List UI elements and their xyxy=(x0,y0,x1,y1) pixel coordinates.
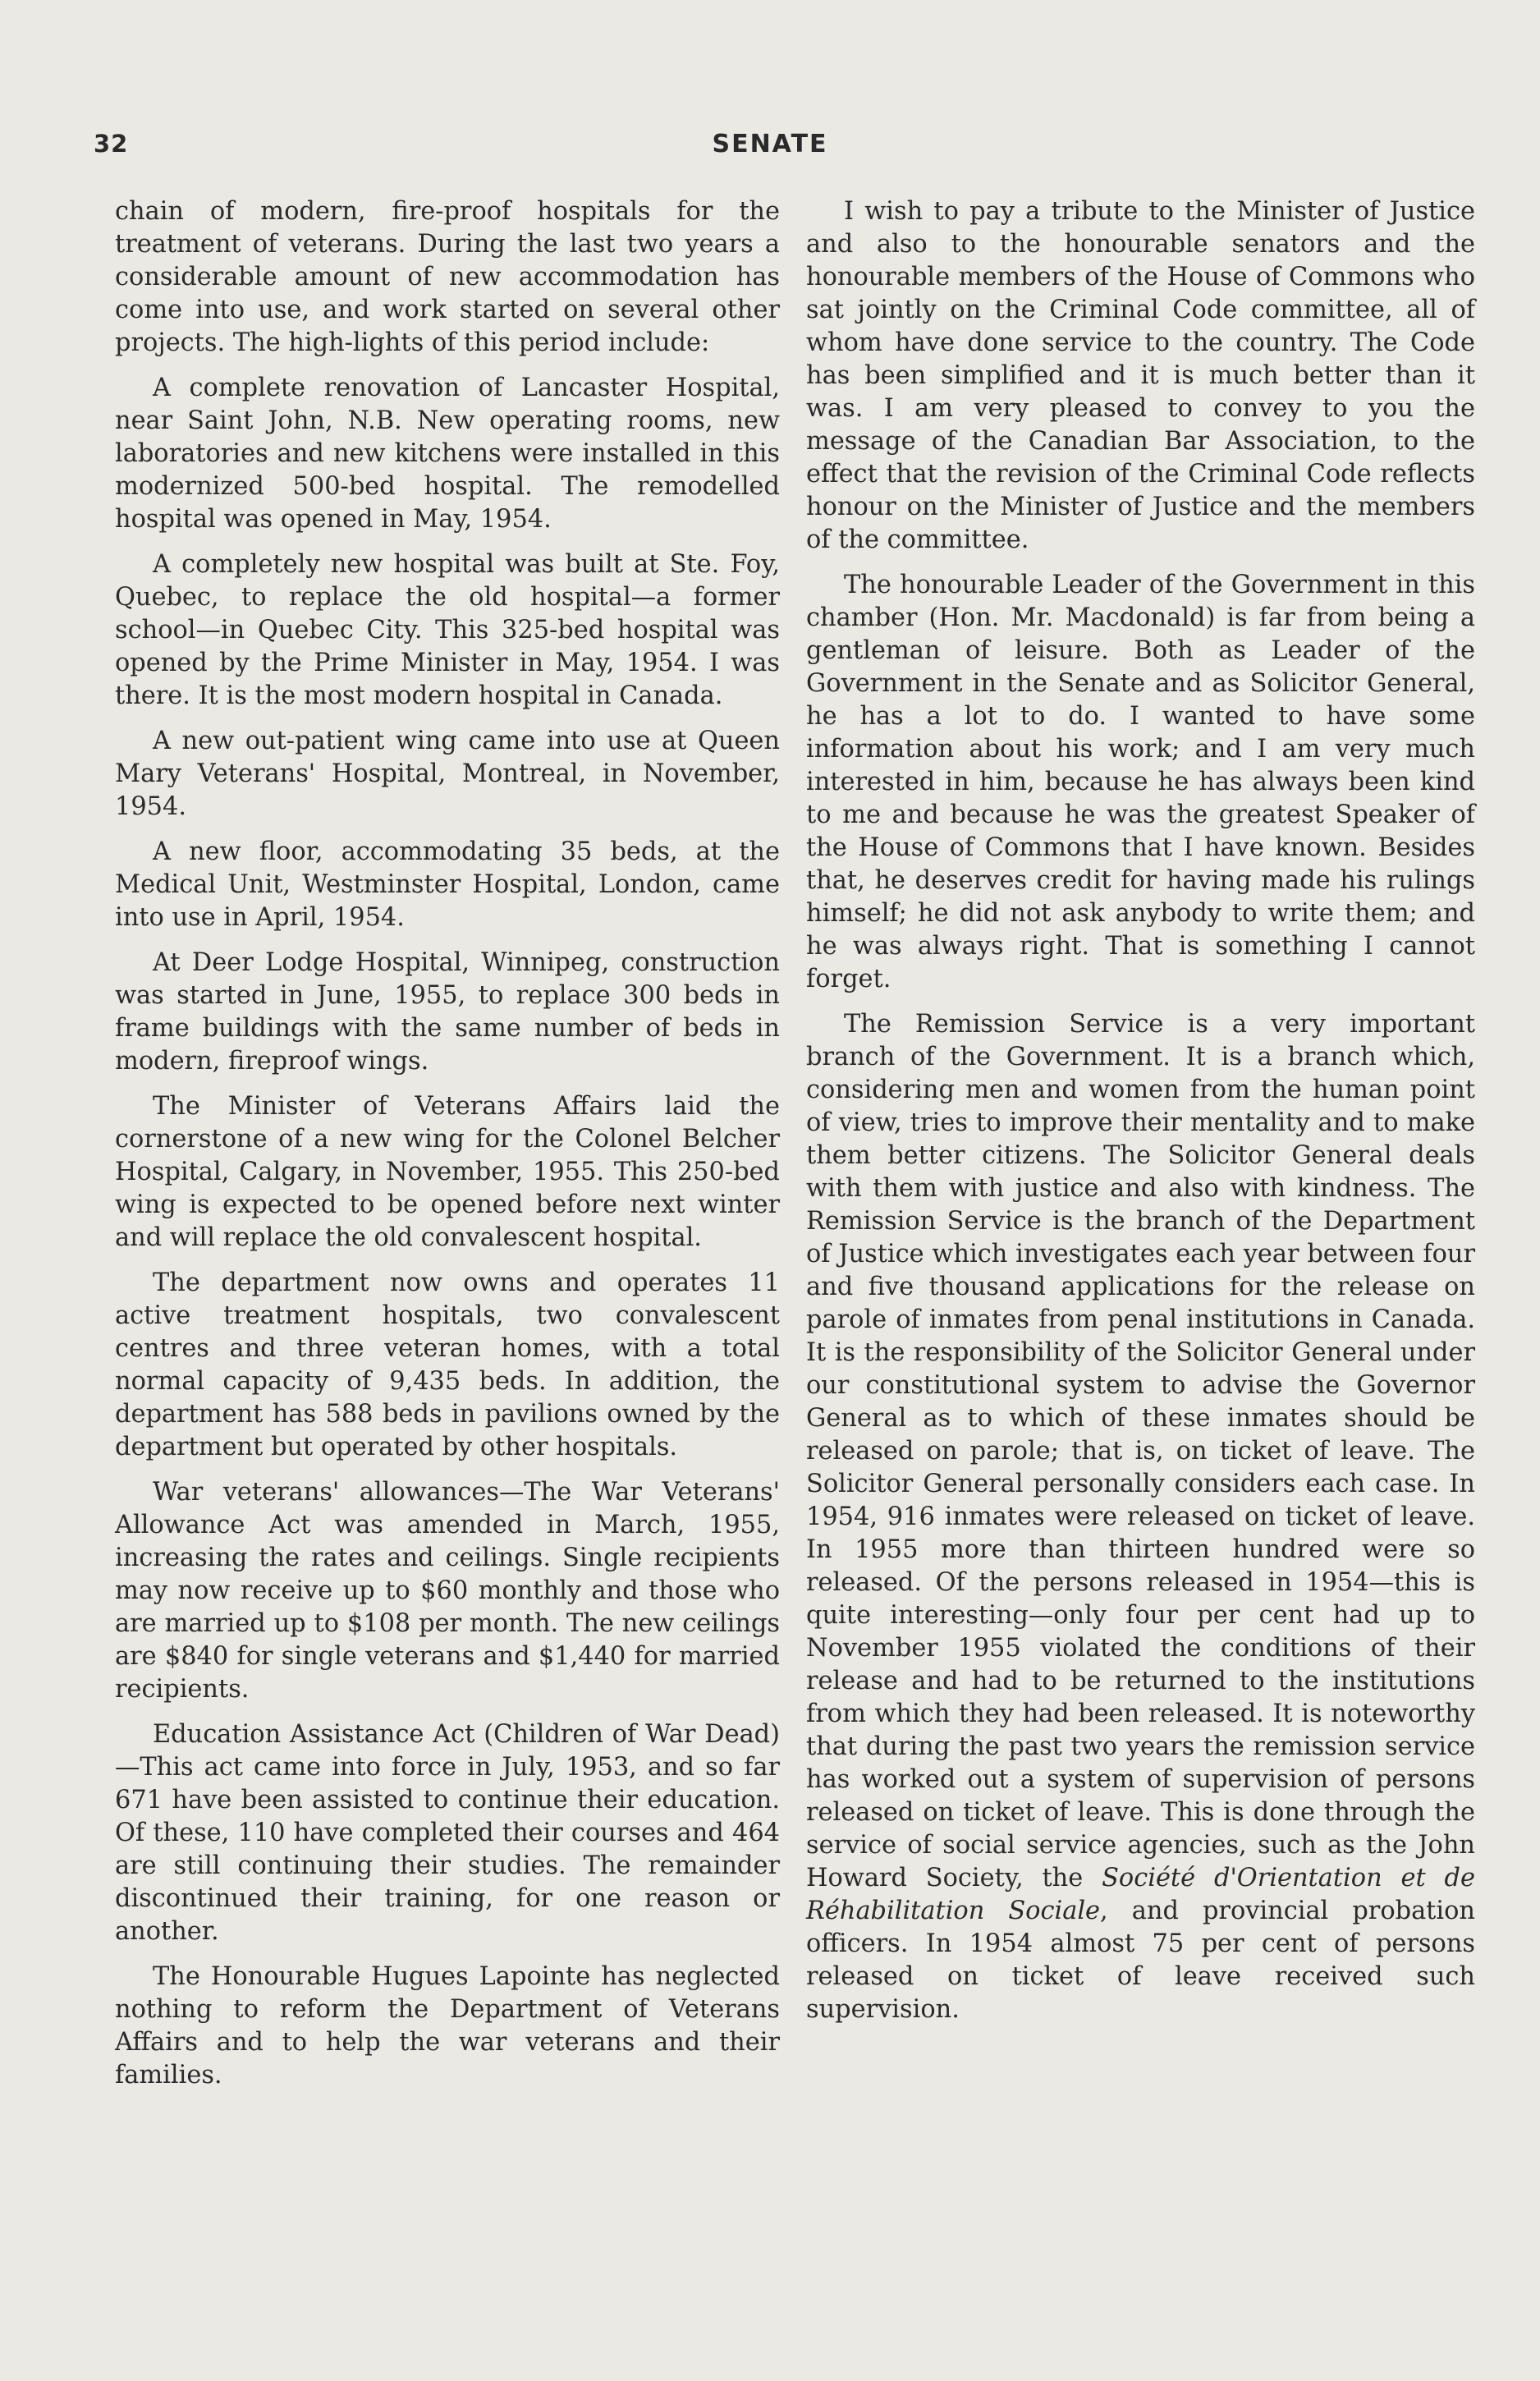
text-run: The Remission Service is a very important branch of the Government. It is a branch which, considering men and women from the human point of view, tries to improve their mentality and to make them better citizens. The Solicitor General deals with them with justice and also with kindness. The Remission Service is the branch of the Department of Justice which investigates each year between four and five thousand applications for the release on parole of inmates from penal institutions in Canada. It is the responsibility of the Solicitor General under our constitutional system to advise the Governor General as to which of these inmates should be released on parole; that is, on ticket of leave. The Solicitor General personally considers each case. In 1954, 916 inmates were released on ticket of leave. In 1955 more than thirteen hundred were so released. Of the persons released in 1954—this is quite interesting—only four per cent had up to November 1955 violated the conditions of their release and had to be returned to the institutions from which they had been released. It is noteworthy that during the past two years the remission service has worked out a system of supervision of persons released on ticket of leave. This is done through the service of social service agencies, such as the John Howard Society, the xyxy=(806,1010,1475,1892)
paragraph: A new out-patient wing came into use at Queen Mary Veterans' Hospital, Montreal, in November, 1954. xyxy=(115,727,780,821)
left-column xyxy=(115,195,780,2104)
paragraph-remission-service xyxy=(806,1008,1475,2026)
paragraph: The department now owns and operates 11 active treatment hospitals, two convalescent centres and three veteran homes, with a total normal capacity of 9,435 beds. In addition, the department has 588 beds in pavilions owned by the department but operated by other hospitals. xyxy=(115,1268,780,1461)
paragraph: A new floor, accommodating 35 beds, at the Medical Unit, Westminster Hospital, London, came into use in April, 1954. xyxy=(115,837,780,932)
page-number: 32 xyxy=(94,130,129,158)
paragraph: The Minister of Veterans Affairs laid the cornerstone of a new wing for the Colonel Belcher Hospital, Calgary, in November, 1955. This 250-bed wing is expected to be opened before next winter and will replace the old convalescent hospital. xyxy=(115,1092,780,1252)
paragraph: chain of modern, fire-proof hospitals for the treatment of veterans. During the last two years a considerable amount of new accommodation has come into use, and work started on several other projects. The high-lights of this period include: xyxy=(115,197,780,357)
paragraph: At Deer Lodge Hospital, Winnipeg, construction was started in June, 1955, to replace 300 beds in frame buildings with the same number of beds in modern, fireproof wings. xyxy=(115,948,780,1076)
paragraph: Education Assistance Act (Children of War Dead)—This act came into force in July, 1953, and so far 671 have been assisted to continue their education. Of these, 110 have completed their courses and 464 are still continuing their studies. The remainder discontinued their training, for one reason or another. xyxy=(115,1720,780,1946)
paragraph: A completely new hospital was built at Ste. Foy, Quebec, to replace the old hospital—a former school—in Quebec City. This 325-bed hospital was opened by the Prime Minister in May, 1954. I was there. It is the most modern hospital in Canada. xyxy=(115,550,780,710)
text-run: , and provincial probation officers. In 1954 almost 75 per cent of persons released on ticket of leave received such supervision. xyxy=(806,1897,1475,2024)
paragraph: A complete renovation of Lancaster Hospital, near Saint John, N.B. New operating rooms, new laboratories and new kitchens were installed in this modernized 500-bed hospital. The remodelled hospital was opened in May, 1954. xyxy=(115,374,780,534)
running-head: SENATE xyxy=(712,130,828,158)
paragraph: The honourable Leader of the Government in this chamber (Hon. Mr. Macdonald) is far from being a gentleman of leisure. Both as Leader of the Government in the Senate and as Solicitor General, he has a lot to do. I wanted to have some information about his work; and I am very much interested in him, because he has always been kind to me and because he was the greatest Speaker of the House of Commons that I have known. Besides that, he deserves credit for having made his rulings himself; he did not ask anybody to write them; and he was always right. That is something I cannot forget. xyxy=(806,571,1475,993)
page-header xyxy=(0,130,1540,171)
italic-organization-name: Société d'Orientation et de Réhabilitation Sociale xyxy=(806,1864,1475,1925)
paragraph: I wish to pay a tribute to the Minister of Justice and also to the honourable senators and the honourable members of the House of Commons who sat jointly on the Criminal Code committee, all of whom have done service to the country. The Code has been simplified and it is much better than it was. I am very pleased to convey to you the message of the Canadian Bar Association, to the effect that the revision of the Criminal Code reflects honour on the Minister of Justice and the members of the committee. xyxy=(806,197,1475,554)
paragraph: War veterans' allowances—The War Veterans' Allowance Act was amended in March, 1955, increasing the rates and ceilings. Single recipients may now receive up to $60 monthly and those who are married up to $108 per month. The new ceilings are $840 for single veterans and $1,440 for married recipients. xyxy=(115,1478,780,1704)
paragraph: The Honourable Hugues Lapointe has neglected nothing to reform the Department of Veterans Affairs and to help the war veterans and their families. xyxy=(115,1962,780,2090)
right-column xyxy=(806,195,1475,2039)
